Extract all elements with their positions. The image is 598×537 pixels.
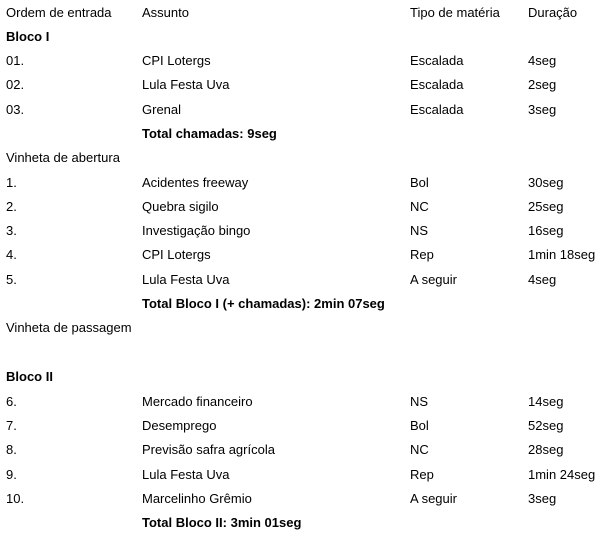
- bloco1-title-row: [0, 27, 598, 47]
- item-duration: 30seg: [528, 175, 564, 190]
- total-chamadas-row: [0, 124, 598, 144]
- item-number: 01.: [6, 53, 25, 68]
- item-type: A seguir: [410, 272, 457, 287]
- item-subject: CPI Lotergs: [142, 53, 211, 68]
- total-bloco1: Total Bloco I (+ chamadas): 2min 07seg: [142, 296, 385, 311]
- table-row: [0, 270, 598, 290]
- item-subject: Grenal: [142, 102, 182, 117]
- table-row: [0, 100, 598, 120]
- item-number: 6.: [6, 394, 17, 409]
- item-number: 4.: [6, 247, 17, 262]
- item-type: Escalada: [410, 53, 464, 68]
- vinheta-passagem: Vinheta de passagem: [6, 320, 132, 335]
- item-type: NC: [410, 442, 429, 457]
- item-type: Rep: [410, 247, 434, 262]
- item-number: 1.: [6, 175, 17, 190]
- item-duration: 4seg: [528, 53, 557, 68]
- item-number: 2.: [6, 199, 17, 214]
- item-duration: 28seg: [528, 442, 564, 457]
- bloco2-title: Bloco II: [6, 369, 53, 384]
- item-duration: 14seg: [528, 394, 564, 409]
- total-bloco1-row: [0, 294, 598, 314]
- item-subject: Marcelinho Grêmio: [142, 491, 252, 506]
- table-row: [0, 465, 598, 485]
- table-row: [0, 392, 598, 412]
- total-bloco2-row: [0, 513, 598, 533]
- table-row: [0, 245, 598, 265]
- item-type: NS: [410, 223, 429, 238]
- item-subject: Lula Festa Uva: [142, 467, 230, 482]
- bloco2-title-row: [0, 367, 598, 387]
- item-duration: 25seg: [528, 199, 564, 214]
- item-number: 02.: [6, 77, 25, 92]
- item-type: Rep: [410, 467, 434, 482]
- vinheta-abertura: Vinheta de abertura: [6, 150, 120, 165]
- item-type: NS: [410, 394, 429, 409]
- vinheta-passagem-row: [0, 318, 598, 338]
- item-number: 5.: [6, 272, 17, 287]
- total-chamadas: Total chamadas: 9seg: [142, 126, 277, 141]
- header-duration: Duração: [528, 5, 578, 20]
- vinheta-abertura-row: [0, 148, 598, 168]
- item-type: NC: [410, 199, 429, 214]
- item-number: 3.: [6, 223, 17, 238]
- header-row: [0, 3, 598, 23]
- item-subject: Investigação bingo: [142, 223, 251, 238]
- table-row: [0, 489, 598, 509]
- item-subject: Lula Festa Uva: [142, 77, 230, 92]
- item-number: 8.: [6, 442, 17, 457]
- item-subject: Quebra sigilo: [142, 199, 219, 214]
- item-subject: Lula Festa Uva: [142, 272, 230, 287]
- header-type: Tipo de matéria: [410, 5, 500, 20]
- item-duration: 52seg: [528, 418, 564, 433]
- table-row: [0, 416, 598, 436]
- item-subject: Previsão safra agrícola: [142, 442, 275, 457]
- item-duration: 2seg: [528, 77, 557, 92]
- table-row: [0, 75, 598, 95]
- item-subject: CPI Lotergs: [142, 247, 211, 262]
- item-type: Escalada: [410, 77, 464, 92]
- item-number: 9.: [6, 467, 17, 482]
- header-subject: Assunto: [142, 5, 189, 20]
- bloco1-title: Bloco I: [6, 29, 50, 44]
- item-duration: 3seg: [528, 102, 557, 117]
- item-subject: Desemprego: [142, 418, 217, 433]
- total-bloco2: Total Bloco II: 3min 01seg: [142, 515, 302, 530]
- item-duration: 1min 18seg: [528, 247, 596, 262]
- item-subject: Mercado financeiro: [142, 394, 253, 409]
- item-subject: Acidentes freeway: [142, 175, 249, 190]
- item-number: 03.: [6, 102, 25, 117]
- header-order: Ordem de entrada: [6, 5, 112, 20]
- item-duration: 1min 24seg: [528, 467, 596, 482]
- table-row: [0, 197, 598, 217]
- item-duration: 4seg: [528, 272, 557, 287]
- item-duration: 16seg: [528, 223, 564, 238]
- item-type: Escalada: [410, 102, 464, 117]
- item-type: Bol: [410, 175, 429, 190]
- item-type: Bol: [410, 418, 429, 433]
- item-type: A seguir: [410, 491, 457, 506]
- table-row: [0, 221, 598, 241]
- item-number: 7.: [6, 418, 17, 433]
- item-duration: 3seg: [528, 491, 557, 506]
- table-row: [0, 440, 598, 460]
- table-row: [0, 173, 598, 193]
- item-number: 10.: [6, 491, 25, 506]
- table-row: [0, 51, 598, 71]
